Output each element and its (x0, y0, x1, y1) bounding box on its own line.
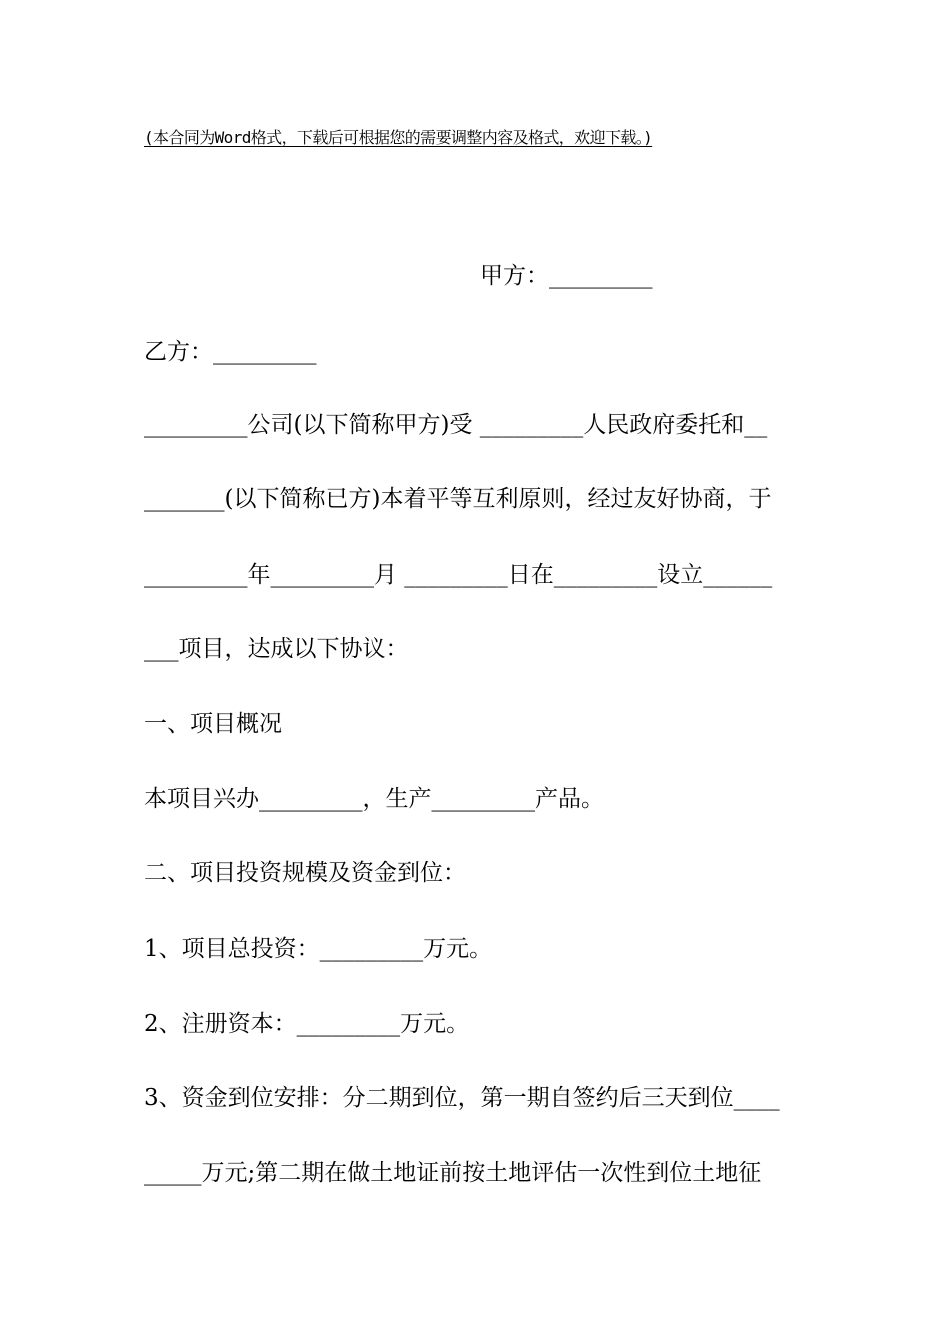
party-a-line: 甲方：_________ (480, 263, 653, 289)
paragraph-line-1: _________公司(以下简称甲方)受 _________人民政府委托和__ (144, 412, 768, 438)
section-2-heading: 二、项目投资规模及资金到位： (144, 860, 466, 886)
paragraph-line-2: _______(以下简称已方)本着平等互利原则，经过友好协商，于 (144, 486, 772, 512)
item-3-line-1: 3、资金到位安排：分二期到位，第一期自签约后三天到位____ (144, 1085, 780, 1111)
section-1-text: 本项目兴办_________，生产_________产品。 (144, 786, 604, 812)
paragraph-line-4: ___项目，达成以下协议： (144, 636, 409, 662)
party-b-line: 乙方：_________ (144, 339, 317, 365)
item-3-line-2: _____万元;第二期在做土地证前按土地评估一次性到位土地征 (144, 1160, 762, 1186)
item-1-total-investment: 1、项目总投资：_________万元。 (144, 936, 493, 962)
section-1-heading: 一、项目概况 (144, 711, 282, 737)
format-note: (本合同为Word格式，下载后可根据您的需要调整内容及格式，欢迎下载。) (144, 128, 653, 147)
paragraph-line-3: _________年_________月 _________日在_________设立______ (144, 562, 773, 588)
item-2-registered-capital: 2、注册资本：_________万元。 (144, 1011, 470, 1037)
